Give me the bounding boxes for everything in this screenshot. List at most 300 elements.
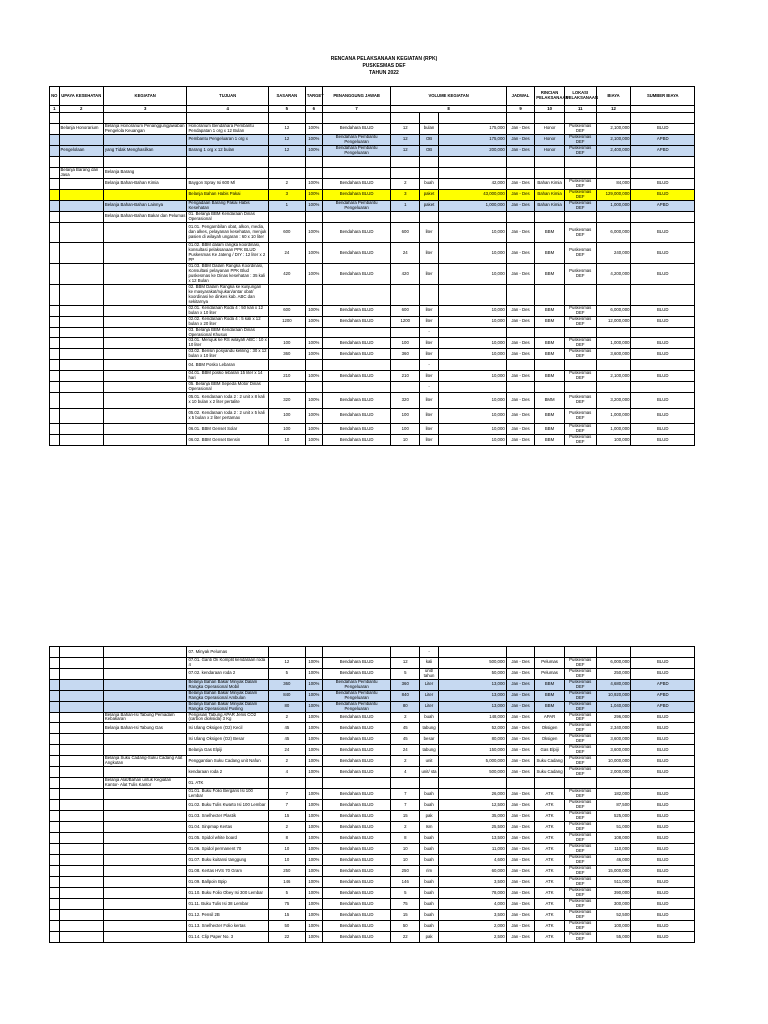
cell-lokasi [564, 382, 596, 393]
table-row [50, 647, 695, 658]
cell-sasaran [268, 113, 305, 124]
cell-harga: 10,000 [439, 264, 507, 285]
table-row [50, 200, 695, 211]
table-row [50, 921, 695, 932]
cell-jadwal: Jan - Des [506, 844, 535, 855]
cell-harga [439, 211, 507, 222]
rpk-table-page-1 [49, 86, 695, 446]
cell-sasaran: 2 [268, 712, 305, 723]
cell-pj [322, 778, 391, 789]
cell-volume: 146 [391, 877, 420, 888]
header-row [50, 87, 695, 106]
cell-target: 100% [305, 701, 322, 712]
cell-upaya [59, 756, 103, 767]
cell-sumber: APBD [631, 679, 695, 690]
header-rincian: RINCIAN PELAKSANAAN [535, 87, 565, 106]
cell-jadwal: Jan - Des [506, 338, 535, 349]
cell-kegiatan [103, 811, 187, 822]
cell-biaya: 2,100,000 [596, 371, 631, 382]
cell-pj: Bendahara BLUD [322, 668, 391, 679]
cell-tujuan: 01.06. Spidol permanent 70 [187, 844, 268, 855]
cell-biaya: 1,000,000 [596, 424, 631, 435]
cell-sasaran: 4 [268, 767, 305, 778]
cell-rincian: BBM [535, 701, 565, 712]
cell-upaya [59, 800, 103, 811]
cell-upaya [59, 408, 103, 424]
cell-pj: Bendahara BLUD [322, 349, 391, 360]
cell-harga: 2,500 [439, 932, 507, 943]
cell-no [50, 855, 60, 866]
header-upaya: UPAYA KESEHATAN [59, 87, 103, 106]
cell-tujuan: Baygon Spray Isi 600 Ml [187, 178, 268, 189]
cell-unit: buah [420, 712, 439, 723]
cell-biaya: 2,100,000 [596, 134, 631, 145]
table-row [50, 723, 695, 734]
cell-biaya: 6,000,000 [596, 305, 631, 316]
cell-no [50, 243, 60, 264]
cell-target: 100% [305, 264, 322, 285]
cell-upaya [59, 888, 103, 899]
cell-pj [322, 327, 391, 338]
cell-kegiatan [103, 338, 187, 349]
cell-upaya [59, 178, 103, 189]
cell-harga: 148,000 [439, 712, 507, 723]
cell-no [50, 932, 60, 943]
table-row [50, 855, 695, 866]
cell-no [50, 316, 60, 327]
cell-jadwal: Jan - Des [506, 910, 535, 921]
cell-harga: 10,000 [439, 305, 507, 316]
cell-rincian: ATK [535, 811, 565, 822]
cell-lokasi: Puskesmas DEF [564, 833, 596, 844]
cell-jadwal: Jan - Des [506, 877, 535, 888]
doc-title-line2: PUSKESMAS DEF [362, 63, 406, 69]
cell-volume: 2 [391, 712, 420, 723]
cell-unit: liter [420, 316, 439, 327]
cell-jadwal [506, 778, 535, 789]
cell-rincian [535, 382, 565, 393]
cell-unit: - [420, 327, 439, 338]
cell-unit: buah [420, 833, 439, 844]
cell-tujuan: 01. Belanja BBM Kendaraan Dinas Operasional [187, 211, 268, 222]
table-row [50, 349, 695, 360]
cell-biaya: 390,000 [596, 888, 631, 899]
cell-harga: 52,000 [439, 723, 507, 734]
table-row [50, 264, 695, 285]
cell-pj [322, 647, 391, 658]
cell-unit: paket [420, 189, 439, 200]
cell-no [50, 701, 60, 712]
cell-harga: 10,000 [439, 408, 507, 424]
table-row [50, 124, 695, 135]
cell-lokasi: Puskesmas DEF [564, 189, 596, 200]
cell-target [305, 382, 322, 393]
cell-kegiatan [103, 899, 187, 910]
cell-jadwal [506, 327, 535, 338]
cell-pj: Bendahara BLUD [322, 424, 391, 435]
cell-pj: Bendahara BLUD [322, 189, 391, 200]
cell-tujuan: 04. BBM Posko Lebaran [187, 360, 268, 371]
cell-volume: 5 [391, 668, 420, 679]
cell-biaya: 3,600,000 [596, 349, 631, 360]
cell-unit: liter [420, 349, 439, 360]
cell-jadwal [506, 167, 535, 178]
cell-jadwal: Jan - Des [506, 811, 535, 822]
cell-lokasi: Puskesmas DEF [564, 789, 596, 800]
cell-upaya [59, 392, 103, 408]
cell-no [50, 305, 60, 316]
cell-upaya [59, 855, 103, 866]
cell-pj: Bendahara BLUD [322, 124, 391, 135]
cell-upaya [59, 877, 103, 888]
cell-pj: Bendahara BLUD [322, 877, 391, 888]
cell-lokasi: Puskesmas DEF [564, 701, 596, 712]
cell-sumber [631, 647, 695, 658]
cell-lokasi [564, 360, 596, 371]
cell-harga: 1,000,000 [439, 200, 507, 211]
cell-volume: 600 [391, 222, 420, 243]
cell-upaya: Belanja Barang dan Jasa [59, 167, 103, 178]
cell-target: 100% [305, 811, 322, 822]
cell-tujuan: Isi Ulang Oksigen (O2) Kecil [187, 723, 268, 734]
cell-rincian: BBM [535, 679, 565, 690]
cell-sasaran: 45 [268, 734, 305, 745]
cell-sasaran: 100 [268, 424, 305, 435]
cell-target: 100% [305, 712, 322, 723]
cell-upaya: Pengelolaan [59, 145, 103, 156]
cell-biaya [596, 382, 631, 393]
cell-biaya [596, 360, 631, 371]
cell-sumber [631, 167, 695, 178]
cell-jadwal: Jan - Des [506, 371, 535, 382]
cell-jadwal: Jan - Des [506, 690, 535, 701]
cell-lokasi: Puskesmas DEF [564, 712, 596, 723]
header-no: NO [50, 87, 60, 106]
cell-no [50, 734, 60, 745]
cell-pj [322, 285, 391, 306]
cell-sasaran: 10 [268, 855, 305, 866]
cell-upaya [59, 679, 103, 690]
cell-harga: 500,000 [439, 658, 507, 669]
cell-no [50, 408, 60, 424]
cell-no [50, 392, 60, 408]
index-cell: 9 [506, 106, 535, 113]
cell-jadwal: Jan - Des [506, 723, 535, 734]
cell-lokasi: Puskesmas DEF [564, 316, 596, 327]
table-row [50, 382, 695, 393]
table-row [50, 285, 695, 306]
cell-volume: 250 [391, 866, 420, 877]
cell-no [50, 222, 60, 243]
cell-upaya [59, 264, 103, 285]
cell-target: 100% [305, 767, 322, 778]
cell-upaya [59, 189, 103, 200]
cell-unit: liter [420, 264, 439, 285]
cell-kegiatan [103, 668, 187, 679]
cell-target: 100% [305, 371, 322, 382]
cell-sasaran [268, 778, 305, 789]
cell-tujuan: 01.12. Pensil 2B [187, 910, 268, 921]
cell-no [50, 690, 60, 701]
cell-no [50, 371, 60, 382]
table-row [50, 134, 695, 145]
cell-volume [391, 382, 420, 393]
cell-lokasi: Puskesmas DEF [564, 338, 596, 349]
cell-volume: 420 [391, 264, 420, 285]
cell-rincian: Pelumas [535, 658, 565, 669]
index-cell: 11 [564, 106, 596, 113]
cell-sasaran: 600 [268, 222, 305, 243]
cell-tujuan: 01.03. BBM Dalam Rangka Koordinasi, Konsultasi pelayanan PPK Blud puskesmas ke Dinas kesehatan : 35 kali x 12 Bulan [187, 264, 268, 285]
cell-harga: 500,000 [439, 767, 507, 778]
cell-lokasi: Puskesmas DEF [564, 435, 596, 446]
cell-biaya: 4,680,000 [596, 679, 631, 690]
cell-tujuan: Belanja Gas Elpiji [187, 745, 268, 756]
cell-volume: 1 [391, 200, 420, 211]
cell-no [50, 285, 60, 306]
cell-sasaran: 15 [268, 811, 305, 822]
cell-upaya [59, 734, 103, 745]
cell-kegiatan [103, 382, 187, 393]
cell-tujuan: 05.02. Kendaraan roda 2 : 2 unit x 5 kali x 5 bulan x 2 liter pertamax [187, 408, 268, 424]
cell-biaya: 51,000 [596, 822, 631, 833]
cell-harga: 10,000 [439, 243, 507, 264]
cell-upaya [59, 690, 103, 701]
cell-jadwal: Jan - Des [506, 899, 535, 910]
table-row [50, 156, 695, 167]
cell-sumber: BLUD [631, 712, 695, 723]
cell-lokasi: Puskesmas DEF [564, 424, 596, 435]
cell-unit: buah [420, 789, 439, 800]
cell-pj: Bendahara BLUD [322, 811, 391, 822]
cell-jadwal: Jan - Des [506, 658, 535, 669]
cell-pj [322, 211, 391, 222]
cell-kegiatan [103, 855, 187, 866]
cell-sumber: BLUD [631, 658, 695, 669]
cell-target: 100% [305, 408, 322, 424]
cell-no [50, 647, 60, 658]
cell-volume: 2 [391, 178, 420, 189]
cell-unit: buah [420, 921, 439, 932]
cell-tujuan: 03.02. Bensin posyandu keliling : 30 x 12 bulan x 10 liter [188, 348, 267, 359]
cell-target [305, 156, 322, 167]
cell-biaya: 2,400,000 [596, 145, 631, 156]
cell-target: 100% [305, 424, 322, 435]
cell-rincian: ATK [535, 844, 565, 855]
cell-lokasi: Puskesmas DEF [564, 800, 596, 811]
cell-harga: 13,000 [439, 679, 507, 690]
cell-no [50, 844, 60, 855]
cell-unit [420, 113, 439, 124]
cell-sasaran: 2 [268, 822, 305, 833]
cell-biaya: 84,000 [596, 178, 631, 189]
cell-rincian [535, 156, 565, 167]
cell-volume: 840 [391, 690, 420, 701]
cell-sumber: BLUD [631, 866, 695, 877]
cell-rincian [535, 360, 565, 371]
cell-pj: Bendahara BLUD [322, 305, 391, 316]
cell-sumber: BLUD [631, 189, 695, 200]
cell-volume: 600 [391, 305, 420, 316]
cell-biaya: 129,000,000 [596, 189, 631, 200]
cell-upaya [59, 222, 103, 243]
cell-jadwal: Jan - Des [506, 189, 535, 200]
cell-biaya: 1,040,000 [596, 701, 631, 712]
cell-harga: 175,000 [439, 124, 507, 135]
table-row [50, 734, 695, 745]
cell-no [50, 811, 60, 822]
cell-tujuan: kendaraan roda 2 [187, 767, 268, 778]
cell-kegiatan [103, 800, 187, 811]
cell-no [50, 134, 60, 145]
cell-tujuan: Pengisian Tabung APAR Jenis CO2 (carbon dioksida) 3 Kg [187, 712, 268, 723]
cell-jadwal: Jan - Des [506, 833, 535, 844]
cell-sumber: BLUD [631, 789, 695, 800]
cell-jadwal: Jan - Des [506, 712, 535, 723]
table-row [50, 113, 695, 124]
table-row [50, 899, 695, 910]
cell-jadwal: Jan - Des [506, 822, 535, 833]
cell-pj: Bendahara BLUD [322, 910, 391, 921]
cell-sumber: BLUD [631, 910, 695, 921]
cell-tujuan: 01. ATK [187, 778, 268, 789]
cell-no [50, 756, 60, 767]
table-row [50, 305, 695, 316]
header-volume: VOLUME KEGIATAN [391, 87, 506, 106]
cell-rincian: BBM [535, 408, 565, 424]
cell-tujuan: Isi Ulang Oksigen (O2) Besar [187, 734, 268, 745]
cell-sumber: BLUD [631, 338, 695, 349]
cell-no [50, 745, 60, 756]
cell-harga [439, 285, 507, 306]
cell-upaya [59, 723, 103, 734]
cell-no [50, 767, 60, 778]
cell-volume: 10 [391, 435, 420, 446]
cell-sumber: APBD [631, 690, 695, 701]
cell-sasaran: 5 [268, 888, 305, 899]
cell-target [305, 647, 322, 658]
cell-harga: 42,000 [439, 178, 507, 189]
table-row [50, 822, 695, 833]
cell-tujuan: 01.01. Pengambilan obat, alkon, media, dan alkes, pelayanan kesehatan, menjuk pasien di wilayah ungaran : 60 x 10 liter [187, 222, 268, 243]
cell-harga: 2,000 [439, 921, 507, 932]
cell-pj: Bendahara BLUD [322, 723, 391, 734]
cell-kegiatan [103, 424, 187, 435]
cell-sasaran: 600 [268, 305, 305, 316]
cell-upaya [59, 327, 103, 338]
cell-upaya: Belanja Honorarium [59, 124, 103, 135]
cell-jadwal: Jan - Des [506, 789, 535, 800]
cell-unit: buah [420, 910, 439, 921]
cell-pj: Bendahara Pembantu Pengeluaran [322, 701, 391, 712]
cell-rincian: Honor [535, 145, 565, 156]
cell-sumber: BLUD [631, 767, 695, 778]
cell-tujuan: 05.01. Kendaraan roda 2 : 2 unit x 8 kali x 10 bulan x 2 liter pertalite [187, 392, 268, 408]
cell-volume: 7 [391, 800, 420, 811]
cell-no [50, 910, 60, 921]
cell-biaya: 2,340,000 [596, 723, 631, 734]
cell-pj: Bendahara BLUD [322, 712, 391, 723]
cell-unit: unit/ sta [420, 767, 439, 778]
index-cell [631, 106, 695, 113]
cell-target: 100% [305, 932, 322, 943]
cell-rincian: ATK [535, 921, 565, 932]
cell-harga: 175,000 [439, 134, 507, 145]
cell-upaya [59, 745, 103, 756]
cell-harga: 10,000 [439, 222, 507, 243]
table-row [50, 910, 695, 921]
cell-jadwal: Jan - Des [506, 932, 535, 943]
cell-no [50, 424, 60, 435]
cell-biaya: 3,200,000 [596, 392, 631, 408]
cell-no [50, 866, 60, 877]
cell-lokasi: Puskesmas DEF [564, 910, 596, 921]
cell-tujuan: 07. Minyak Pelumas [187, 647, 268, 658]
cell-harga [439, 156, 507, 167]
cell-volume: 2 [391, 822, 420, 833]
cell-lokasi: Puskesmas DEF [564, 371, 596, 382]
cell-pj: Bendahara BLUD [322, 756, 391, 767]
cell-sasaran: 75 [268, 899, 305, 910]
cell-biaya: 6,000,000 [596, 658, 631, 669]
cell-rincian: ATK [535, 932, 565, 943]
cell-sumber [631, 382, 695, 393]
table-row [50, 178, 695, 189]
cell-harga: 78,000 [439, 888, 507, 899]
cell-sumber: BLUD [631, 921, 695, 932]
cell-upaya [59, 435, 103, 446]
cell-lokasi: Puskesmas DEF [564, 811, 596, 822]
table-row [50, 327, 695, 338]
cell-target: 100% [305, 435, 322, 446]
cell-unit: bulan [420, 124, 439, 135]
cell-upaya [59, 156, 103, 167]
index-cell: 4 [187, 106, 268, 113]
cell-target: 100% [305, 305, 322, 316]
cell-upaya [59, 822, 103, 833]
cell-unit: unit [420, 756, 439, 767]
cell-volume: 360 [391, 679, 420, 690]
cell-kegiatan: Belanja Bahan-Bahan Lainnya [103, 200, 187, 211]
cell-unit: Liter [420, 690, 439, 701]
cell-harga: 10,000 [439, 371, 507, 382]
cell-upaya [59, 833, 103, 844]
cell-lokasi: Puskesmas DEF [564, 658, 596, 669]
cell-no [50, 800, 60, 811]
cell-rincian: APAR [535, 712, 565, 723]
cell-pj: Bendahara BLUD [322, 855, 391, 866]
cell-kegiatan [103, 745, 187, 756]
cell-sasaran: 1200 [268, 316, 305, 327]
cell-no [50, 679, 60, 690]
cell-tujuan: Penggantian Suku Cadang unit Nafun [187, 756, 268, 767]
cell-harga: 10,000 [439, 435, 507, 446]
cell-target: 100% [305, 866, 322, 877]
table-row [50, 658, 695, 669]
cell-rincian: BBM [535, 222, 565, 243]
cell-kegiatan [103, 316, 187, 327]
cell-tujuan: 01.11. Buku Tulis Isi 38 Lembar [187, 899, 268, 910]
cell-sumber [631, 360, 695, 371]
cell-harga: 10,000 [439, 338, 507, 349]
cell-kegiatan: Belanja Bahan-Bahan Kimia [103, 178, 187, 189]
cell-target: 100% [305, 756, 322, 767]
cell-lokasi: Puskesmas DEF [564, 844, 596, 855]
table-row [50, 316, 695, 327]
cell-tujuan: 01.02. BBM dalam rangka koordinasi, konsultasi pelaksanaan PPK BLUD Puskesmas Ke Jateng / DIY : 12 liter x 2 PP [187, 243, 268, 264]
cell-target: 100% [305, 822, 322, 833]
cell-sasaran: 50 [268, 921, 305, 932]
